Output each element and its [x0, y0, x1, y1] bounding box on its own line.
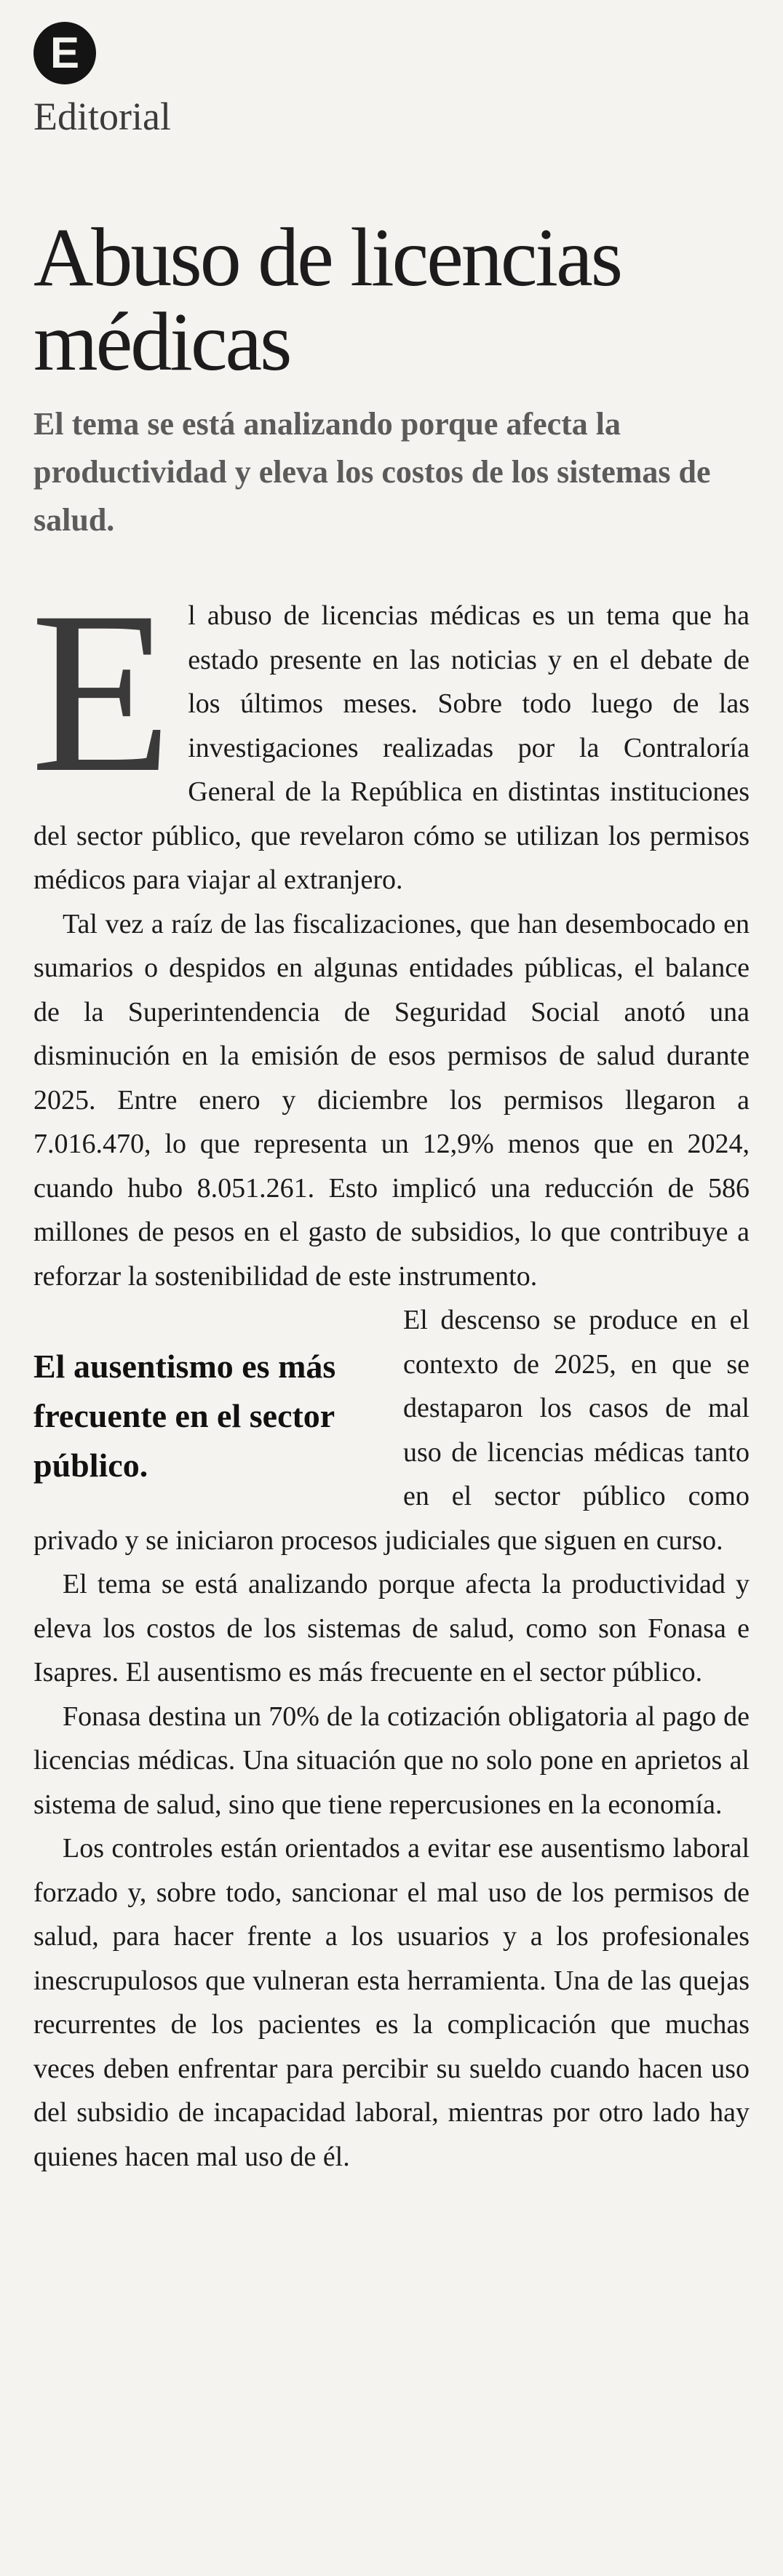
paragraph-5: Fonasa destina un 70% de la cotización obligatoria al pago de licencias médicas. Una situación que no solo pone en aprietos al sistema de salud, sino que tiene repercusiones en la economía. [33, 1701, 750, 1820]
paragraph-3: El descenso se produce en el contexto de 2025, en que se destaparon los casos de mal uso de licencias médicas tanto en el sector público como privado y se iniciaron procesos judiciales que siguen en curso. [33, 1305, 750, 1556]
paragraph-6: Los controles están orientados a evitar ese ausentismo laboral forzado y, sobre todo, sancionar el mal uso de los permisos de salud, para hacer frente a los usuarios y a los profesionales inescrupulosos que vulneran esta herramienta. Una de las quejas recurrentes de los pacientes es la complicación que muchas veces deben enfrentar para percibir su sueldo cuando hacen uso del subsidio de incapacidad laboral, mientras por otro lado hay quienes hacen mal uso de él. [33, 1833, 750, 2172]
section-badge-icon: E [33, 22, 96, 84]
subhead: El tema se está analizando porque afecta la productividad y eleva los costos de los sistemas de salud. [33, 406, 711, 538]
headline: Abuso de licencias médicas [33, 211, 621, 388]
paragraph-4: El tema se está analizando porque afecta la productividad y eleva los costos de los sistemas de salud, como son Fonasa e Isapres. El ausentismo es más frecuente en el sector público. [33, 1569, 750, 1687]
pull-quote: El ausentismo es más frecuente en el sector público. [33, 1348, 336, 1484]
drop-cap: E [31, 564, 172, 820]
article-body [31, 564, 750, 2179]
section-name: Editorial [33, 95, 171, 138]
paragraph-1: l abuso de licencias médicas es un tema que ha estado presente en las noticias y en el debate de los últimos meses. Sobre todo luego de las investigaciones realizadas por la Contraloría General de la República en distintas instituciones del sector público, que revelaron cómo se utilizan los permisos médicos para viajar al extranjero. [33, 600, 750, 895]
paragraph-2: Tal vez a raíz de las fiscalizaciones, que han desembocado en sumarios o despidos en algunas entidades públicas, el balance de la Superintendencia de Seguridad Social anotó una disminución en la emisión de esos permisos de salud durante 2025. Entre enero y diciembre los permisos llegaron a 7.016.470, lo que representa un 12,9% menos que en 2024, cuando hubo 8.051.261. Esto implicó una reducción de 586 millones de pesos en el gasto de subsidios, lo que contribuye a reforzar la sostenibilidad de este instrumento. [33, 908, 750, 1292]
editorial-article [33, 22, 750, 2179]
